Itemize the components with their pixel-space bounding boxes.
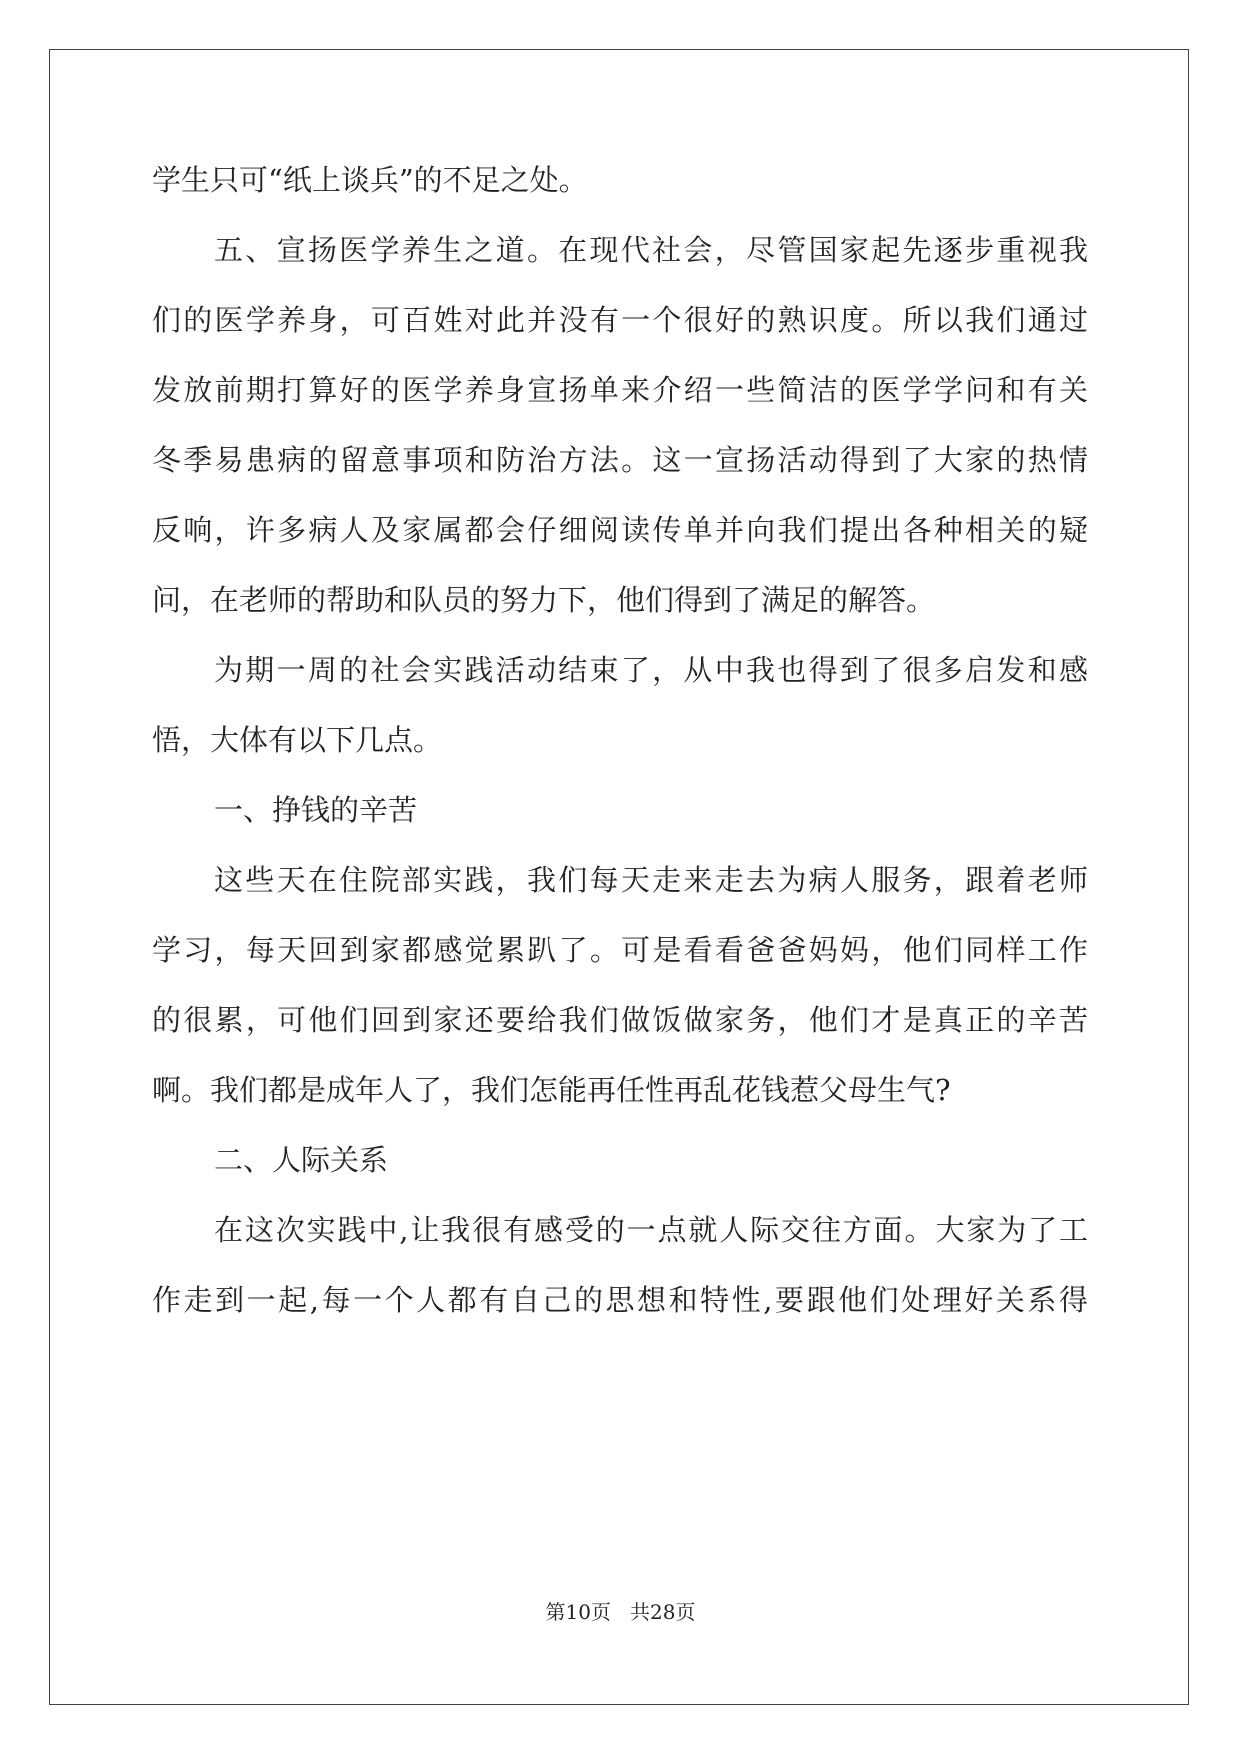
- text-line: 啊。我们都是成年人了，我们怎能再任性再乱花钱惹父母生气?: [152, 1073, 951, 1107]
- text-line: 这些天在住院部实践，我们每天走来走去为病人服务，跟着老师: [214, 863, 1088, 897]
- text-line: 作走到一起,每一个人都有自己的思想和特性,要跟他们处理好关系得: [152, 1283, 1088, 1317]
- text-line: 冬季易患病的留意事项和防治方法。这一宣扬活动得到了大家的热情: [152, 443, 1088, 477]
- section-heading: 一、挣钱的辛苦: [214, 793, 418, 827]
- text-line: 五、宣扬医学养生之道。在现代社会，尽管国家起先逐步重视我: [214, 233, 1088, 267]
- section-heading: 二、人际关系: [214, 1143, 389, 1177]
- text-line: 为期一周的社会实践活动结束了，从中我也得到了很多启发和感: [214, 653, 1088, 687]
- text-line: 学生只可“纸上谈兵”的不足之处。: [152, 163, 588, 197]
- text-line: 问，在老师的帮助和队员的努力下，他们得到了满足的解答。: [152, 583, 936, 617]
- page-total: 共28页: [630, 1600, 696, 1624]
- text-line: 悟，大体有以下几点。: [152, 723, 443, 757]
- text-line: 的很累，可他们回到家还要给我们做饭做家务，他们才是真正的辛苦: [152, 1003, 1088, 1037]
- text-line: 发放前期打算好的医学养身宣扬单来介绍一些简洁的医学学问和有关: [152, 373, 1088, 407]
- text-line: 反响，许多病人及家属都会仔细阅读传单并向我们提出各种相关的疑: [152, 513, 1088, 547]
- text-line: 们的医学养身，可百姓对此并没有一个很好的熟识度。所以我们通过: [152, 303, 1088, 337]
- text-line: 学习，每天回到家都感觉累趴了。可是看看爸爸妈妈，他们同样工作: [152, 933, 1088, 967]
- page-footer: [0, 1598, 1241, 1626]
- text-line: 在这次实践中,让我很有感受的一点就人际交往方面。大家为了工: [214, 1213, 1088, 1247]
- page-number: 第10页: [545, 1600, 611, 1624]
